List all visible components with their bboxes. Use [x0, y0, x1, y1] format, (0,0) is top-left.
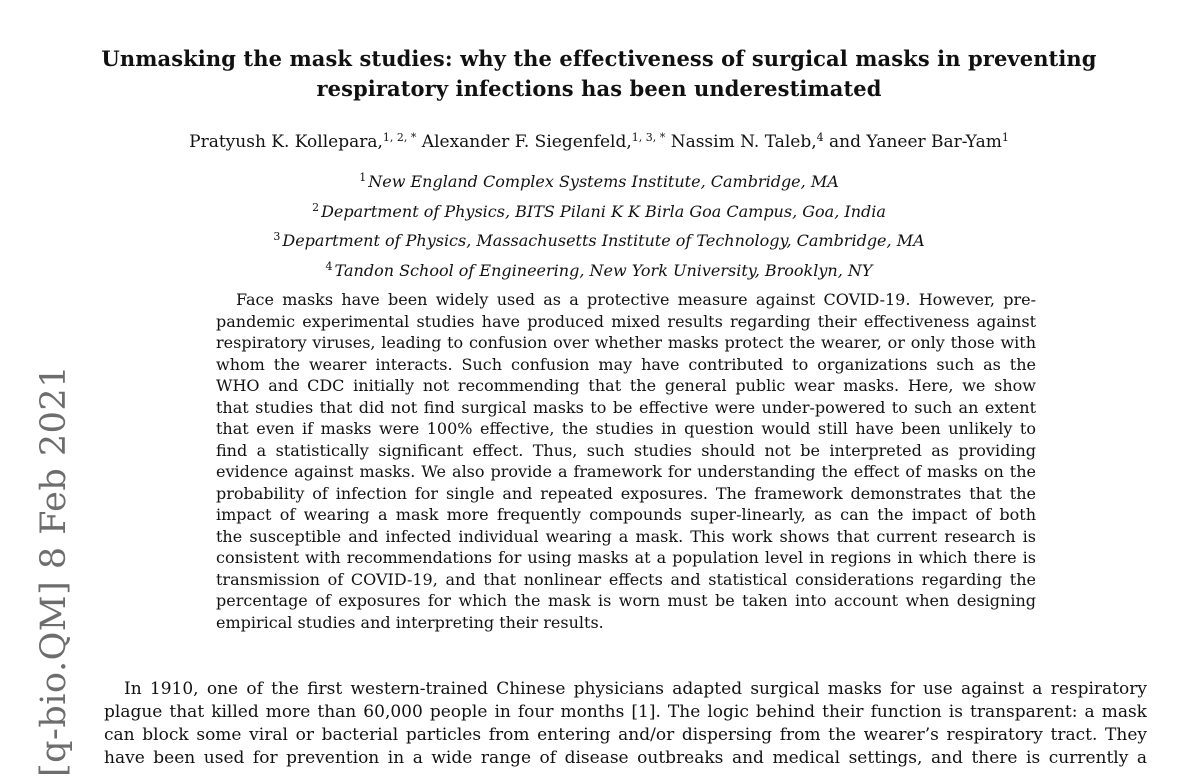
- abstract-line: that studies that did not find surgical masks to be effective were under-powered to such an extent: [216, 397, 1036, 417]
- abstract-line: consistent with recommendations for using masks at a population level in regions in which there is: [216, 548, 1036, 567]
- author-superscript: 1, 2, *: [382, 131, 417, 144]
- abstract-line: percentage of exposures for which the mask is worn must be taken into account when designing: [216, 591, 1036, 610]
- abstract-line: transmission of COVID-19, and that nonlinear effects and statistical considerations regarding the: [216, 569, 1036, 589]
- author: Nassim N. Taleb,$^4$: [670, 131, 824, 152]
- abstract-line: WHO and CDC initially not recommending that the general public wear masks. Here, we show: [216, 376, 1036, 395]
- title-line-2: respiratory infections has been underestimated: [316, 76, 882, 101]
- abstract-line: the susceptible and infected individual wearing a mask. This work shows that current research is: [216, 526, 1036, 546]
- arxiv-stamp-text: [q-bio.QM] 8 Feb 2021: [34, 365, 74, 777]
- affiliation: $^1$ New England Complex Systems Institute, Cambridge, MA: [359, 171, 839, 191]
- body-paragraph: [104, 678, 1147, 770]
- title-line-1: Unmasking the mask studies: why the effectiveness of surgical masks in preventing: [101, 46, 1097, 71]
- abstract-line: pandemic experimental studies have produced mixed results regarding their effectiveness against: [216, 311, 1036, 331]
- body-line: plague that killed more than 60,000 people in four months [1]. The logic behind their function is transparent: a mask: [104, 702, 1147, 722]
- abstract-line: respiratory viruses, leading to confusion over whether masks protect the wearer, or only those with: [216, 333, 1036, 352]
- abstract-line: probability of infection for single and repeated exposures. The framework demonstrates that the: [216, 483, 1036, 503]
- author-superscript: 1: [1001, 131, 1009, 144]
- author-superscript: 1, 3, *: [631, 131, 666, 144]
- author-superscript: 4: [816, 131, 824, 144]
- author: and Yaneer Bar-Yam$^1$: [829, 131, 1009, 152]
- author-list: [0, 126, 1198, 154]
- paper-title: [0, 44, 1198, 104]
- abstract-line: evidence against masks. We also provide a framework for understanding the effect of masks on the: [216, 462, 1036, 481]
- abstract: [216, 289, 1036, 633]
- affiliation: $^3$ Department of Physics, Massachusetts Institute of Technology, Cambridge, MA: [273, 230, 925, 250]
- affiliation: $^4$ Tandon School of Engineering, New York University, Brooklyn, NY: [325, 259, 873, 280]
- abstract-line: find a statistically significant effect. Thus, such studies should not be interpreted as providing: [216, 440, 1036, 460]
- body-line: In 1910, one of the first western-trained Chinese physicians adapted surgical masks for use against a respiratory: [124, 679, 1147, 699]
- abstract-line: impact of wearing a mask more frequently compounds super-linearly, as can the impact of both: [216, 505, 1036, 524]
- abstract-line: that even if masks were 100% effective, the studies in question would still have been unlikely to: [216, 419, 1036, 438]
- author: Pratyush K. Kollepara,$^{1, 2, *}$: [189, 131, 417, 152]
- body-line: have been used for prevention in a wide range of disease outbreaks and medical settings, and there is currently a: [104, 748, 1147, 768]
- abstract-line: whom the wearer interacts. Such confusion may have contributed to organizations such as the: [216, 354, 1036, 374]
- author: Alexander F. Siegenfeld,$^{1, 3, *}$: [421, 131, 666, 152]
- affiliation-list: [0, 163, 1198, 281]
- abstract-line: Face masks have been widely used as a protective measure against COVID-19. However, pre-: [236, 290, 1036, 309]
- abstract-line: empirical studies and interpreting their results.: [216, 612, 604, 632]
- affiliation: $^2$ Department of Physics, BITS Pilani K K Birla Goa Campus, Goa, India: [312, 200, 886, 221]
- body-line: can block some viral or bacterial particles from entering and/or dispersing from the wearer’s respiratory tract. They: [104, 725, 1147, 745]
- arxiv-sidebar-stamp: [28, 352, 80, 777]
